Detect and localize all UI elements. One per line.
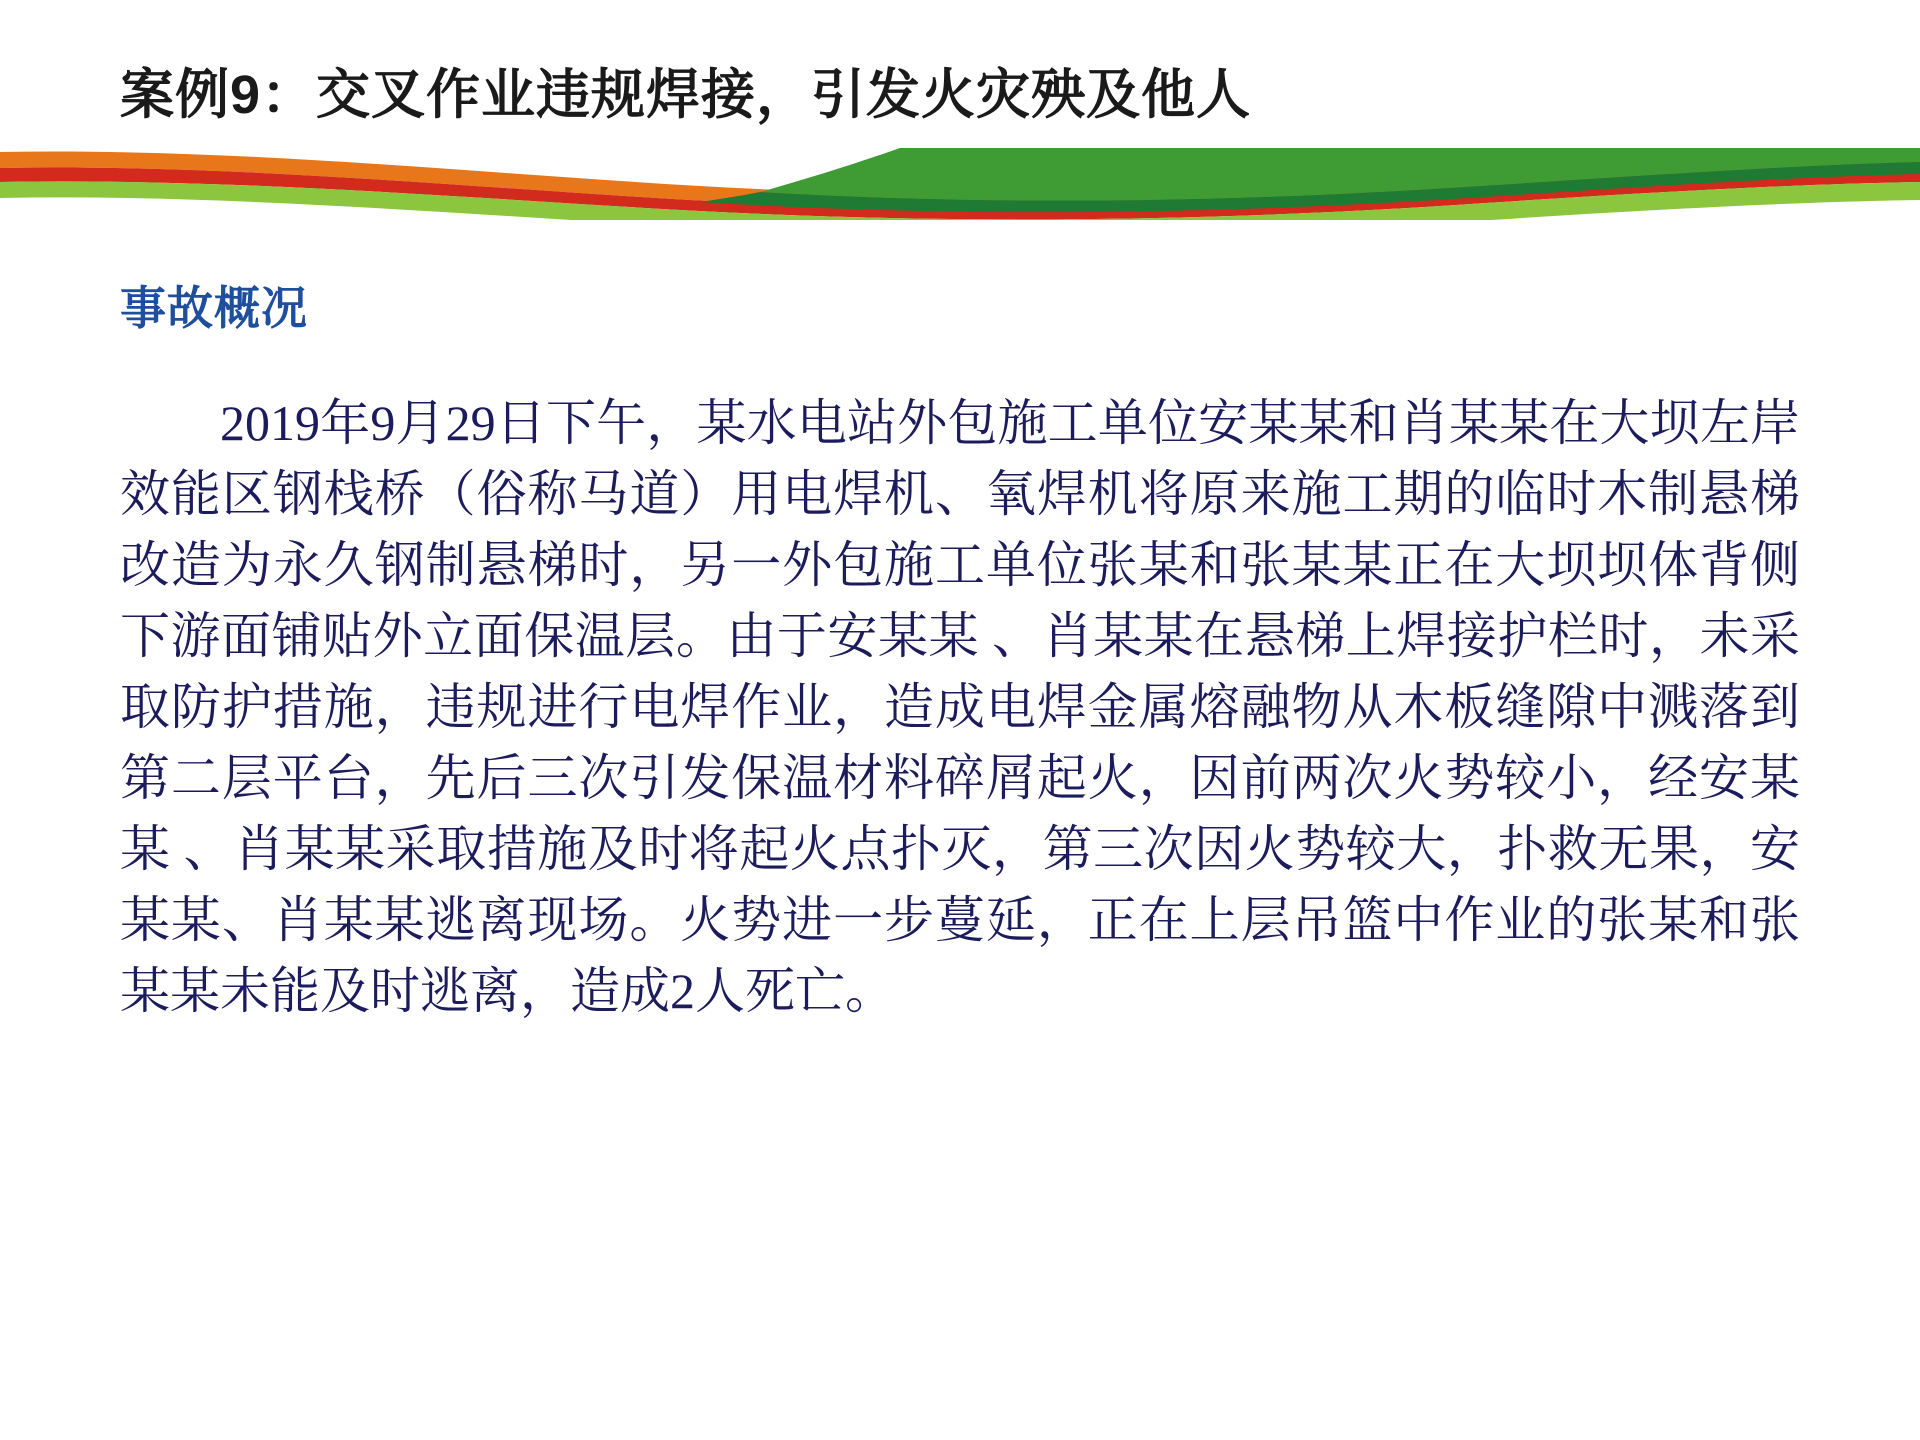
section-heading: 事故概况 [120,282,308,334]
page-title: 案例9：交叉作业违规焊接，引发火灾殃及他人 [120,65,1252,125]
decorative-color-band [0,148,1920,220]
color-band-svg [0,148,1920,220]
body-paragraph: 2019年9月29日下午，某水电站外包施工单位安某某和肖某某在大坝左岸效能区钢栈桥（俗称马道）用电焊机、氧焊机将原来施工期的临时木制悬梯改造为永久钢制悬梯时，另一外包施工单位张某和张某某正在大坝坝体背侧下游面铺贴外立面保温层。由于安某某 、肖某某在悬梯上焊接护栏时，未采取防护措施，违规进行电焊作业，造成电焊金属熔融物从木板缝隙中溅落到第二层平台，先后三次引发保温材料碎屑起火，因前两次火势较小，经安某某 、肖某某采取措施及时将起火点扑灭，第三次因火势较大，扑救无果，安某某、肖某某逃离现场。火势进一步蔓延，正在上层吊篮中作业的张某和张某某未能及时逃离，造成2人死亡。 [120,395,1800,1019]
